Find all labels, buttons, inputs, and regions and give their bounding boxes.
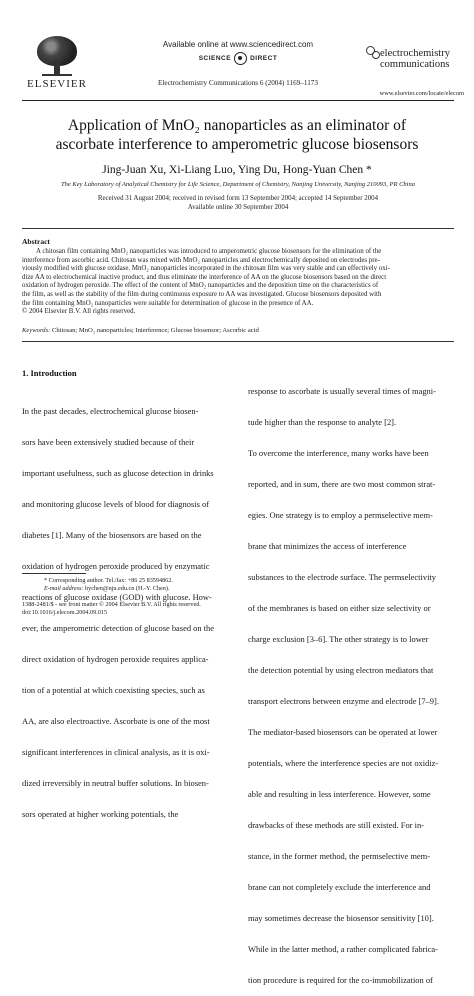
- article-title: [30, 116, 444, 154]
- issn-info: [22, 601, 242, 617]
- body-line: transport electrons between enzyme and electrode [7–9].: [248, 696, 439, 706]
- body-line: of the membranes is based on either size selectivity or: [248, 602, 431, 613]
- abstract-bottom-divider: [22, 341, 454, 342]
- body-line: tion procedure is required for the co-immobilization of: [248, 975, 433, 986]
- keywords-list: Chitosan; MnO₂ nanoparticles; Interference; Glucose biosensor; Ascorbic acid: [50, 327, 259, 334]
- abstract-copyright: © 2004 Elsevier B.V. All rights reserved.: [22, 308, 136, 316]
- abstract-heading: Abstract: [22, 237, 50, 246]
- abstract-line: oxidation of hydrogen peroxide. The effect of the content of MnO₂ nanoparticles and the deposition time on the characteristics of: [22, 282, 379, 290]
- publisher-name: ELSEVIER: [27, 78, 87, 90]
- journal-logo-line2: communications: [380, 59, 450, 70]
- body-line: may sometimes decrease the biosensor sensitivity [10].: [248, 913, 434, 924]
- title-line-1: Application of MnO₂ nanoparticles as an eliminator of: [67, 117, 407, 134]
- abstract-line: the film containing MnO₂ nanoparticles were suitable for determination of glucose in the presence of AA.: [22, 299, 314, 307]
- header-divider: [22, 100, 454, 101]
- body-line: direct oxidation of hydrogen peroxide requires applica-: [22, 653, 209, 664]
- abstract-top-divider: [22, 228, 454, 229]
- email-address[interactable]: hychen@nju.edu.cn (H.-Y. Chen).: [83, 585, 170, 592]
- sciencedirect-left-word: SCIENCE: [198, 54, 232, 62]
- corresponding-author: * Corresponding author. Tel./fax: +86 25 83594862.: [44, 577, 173, 584]
- section-heading: 1. Introduction: [22, 368, 77, 378]
- available-online-text: Available online at www.sciencedirect.com: [162, 40, 314, 49]
- footnote-divider: [22, 573, 86, 574]
- title-line-2: ascorbate interference to amperometric glucose biosensors: [55, 136, 419, 153]
- body-line: tion of a potential at which coexisting species, such as: [22, 684, 205, 695]
- dates-available: Available online 30 September 2004: [187, 204, 289, 211]
- body-line: egies. One strategy is to employ a permselective mem-: [248, 509, 433, 520]
- body-line: oxidation of hydrogen peroxide produced by enzymatic: [22, 560, 210, 571]
- journal-logo: [364, 44, 454, 84]
- abstract-line: A chitosan film containing MnO₂ nanoparticles was introduced to amperometric glucose biosensors for the elimination of the: [36, 248, 382, 255]
- sciencedirect-logo: [178, 51, 298, 65]
- body-line: brane can not completely exclude the interference and: [248, 882, 431, 893]
- body-line: charge exclusion [3–6]. The other strategy is to lower: [248, 633, 429, 644]
- journal-reference: Electrochemistry Communications 6 (2004) 1169–1173: [158, 79, 318, 87]
- abstract-body: [22, 248, 454, 317]
- elsevier-tree-icon: [34, 36, 80, 76]
- journal-logo-icon: [366, 44, 379, 59]
- body-right-column: [248, 365, 453, 996]
- dates-received: Received 31 August 2004; received in revised form 13 September 2004; accepted 14 September 2004: [97, 195, 379, 202]
- body-line: reported, and in sum, there are two most common strat-: [248, 478, 436, 489]
- body-line: dized irreversibly in neutral buffer solutions. In biosen-: [22, 778, 209, 789]
- abstract-line: viously modified with glucose oxidase. MnO₂ nanoparticles incorporated in the chitosan film was very stable and can effectively oxi-: [22, 265, 390, 273]
- body-line: While in the latter method, a rather complicated fabrica-: [248, 944, 438, 955]
- body-line: tude higher than the response to analyte [2].: [248, 416, 397, 427]
- keywords: [22, 327, 454, 334]
- keywords-label: Keywords:: [22, 327, 51, 334]
- author-list: Jing-Juan Xu, Xi-Liang Luo, Ying Du, Hong-Yuan Chen *: [102, 164, 372, 176]
- abstract-line: interference from ascorbic acid. Chitosan was mixed with MnO₂ nanoparticles and electrochemically deposited on electrodes pre-: [22, 256, 380, 264]
- body-line: To overcome the interference, many works have been: [248, 447, 429, 458]
- email-line: [22, 585, 232, 593]
- sciencedirect-icon: [234, 52, 247, 65]
- body-line: In the past decades, electrochemical glucose biosen-: [22, 405, 199, 416]
- journal-logo-line1: electrochemistry: [380, 48, 450, 59]
- body-line: significant interferences in clinical analysis, as it is oxi-: [22, 747, 210, 758]
- body-line: drawbacks of these methods are still existed. For in-: [248, 820, 424, 831]
- sciencedirect-right-word: DIRECT: [250, 54, 278, 62]
- affiliation: The Key Laboratory of Analytical Chemistry for Life Science, Department of Chemistry, Nanjing University, Nanjing 210093, PR China: [61, 181, 415, 188]
- body-line: brane that minimizes the access of interference: [248, 540, 407, 551]
- body-line: and monitoring glucose levels of blood for diagnosis of: [22, 498, 210, 509]
- body-line: ever, the amperometric detection of glucose based on the: [22, 622, 215, 633]
- body-line: the detection potential by using electron mediators that: [248, 664, 434, 675]
- body-line: response to ascorbate is usually several times of magni-: [248, 385, 436, 396]
- issn-line: 1388-2481/$ - see front matter © 2004 Elsevier B.V. All rights reserved.: [22, 601, 201, 608]
- elsevier-logo: [20, 36, 94, 90]
- body-line: sors have been extensively studied because of their: [22, 436, 195, 447]
- body-line: able and resulting in less interference. However, some: [248, 789, 431, 800]
- footnote: [22, 577, 232, 593]
- body-line: substances to the electrode surface. The permselectivity: [248, 571, 436, 582]
- body-line: The mediator-based biosensors can be operated at lower: [248, 727, 438, 738]
- doi-line[interactable]: doi:10.1016/j.elecom.2004.09.015: [22, 609, 108, 616]
- journal-url[interactable]: www.elsevier.com/locate/elecom: [379, 90, 464, 97]
- body-line: important usefulness, such as glucose detection in drinks: [22, 467, 214, 478]
- body-line: diabetes [1]. Many of the biosensors are based on the: [22, 529, 202, 540]
- article-dates: [22, 194, 454, 212]
- body-line: AA, are also electroactive. Ascorbate is one of the most: [22, 716, 210, 726]
- abstract-line: the film, as well as the stability of the film during continuous exposure to AA was investigated. Glucose biosensors deposited with: [22, 290, 382, 298]
- body-line: sors operated at higher working potentials, the: [22, 809, 179, 820]
- body-line: stance, in the former method, the permselective mem-: [248, 851, 431, 862]
- body-line: reactions of glucose oxidase (GOD) with glucose. How-: [22, 591, 212, 602]
- email-label: E-mail address:: [44, 585, 84, 592]
- body-line: potentials, where the interference species are not oxidiz-: [248, 758, 439, 769]
- abstract-line: dize AA to electrochemical inactive product, and thus eliminate the interference of AA on the glucose biosensors based on the direct: [22, 273, 387, 281]
